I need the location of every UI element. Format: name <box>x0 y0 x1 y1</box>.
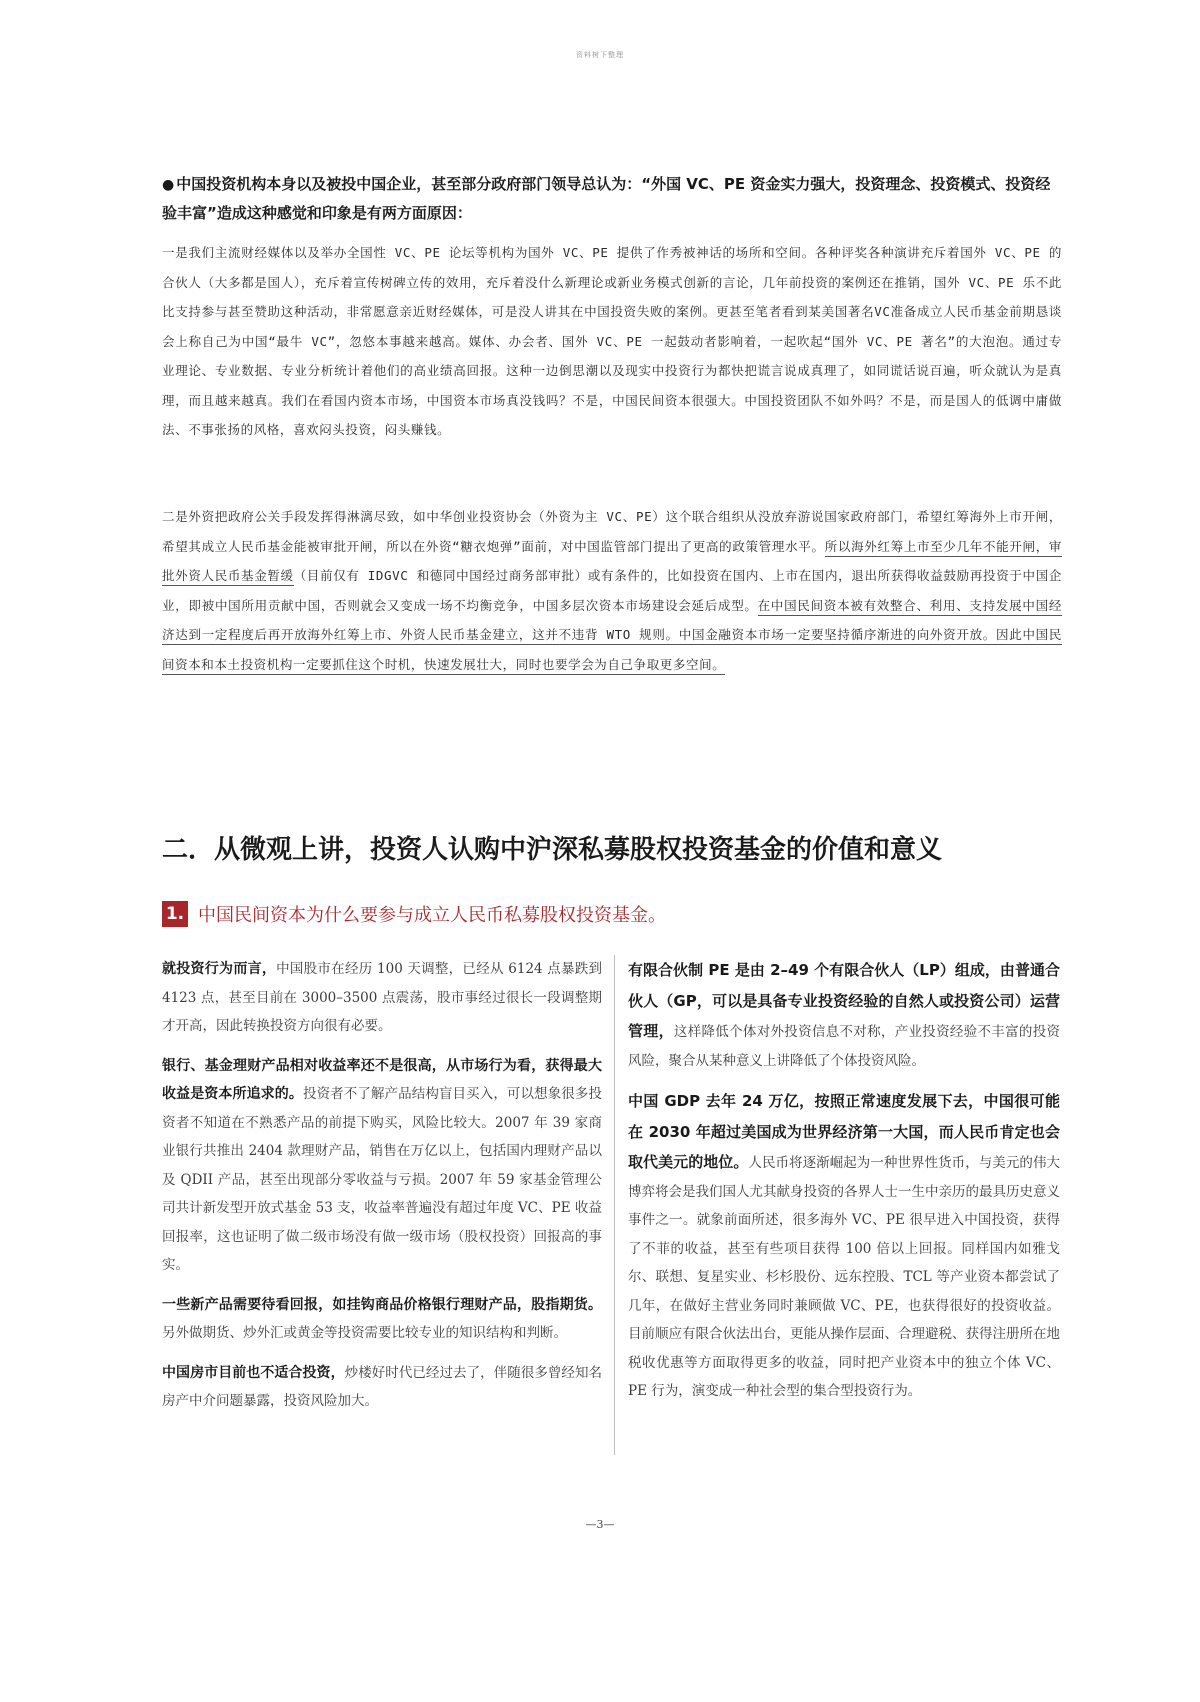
left-paragraph-lead: 就投资行为而言， <box>162 961 277 977</box>
subsection-number-badge: 1. <box>162 901 188 927</box>
left-paragraph <box>162 1052 602 1280</box>
right-column <box>628 955 1060 1417</box>
right-paragraph-body: 人民币将逐渐崛起为一种世界性货币，与美元的伟大博弈将会是我们国人尤其献身投资的各界人士一生中亲历的最具历史意义事件之一。就象前面所述，很多海外 VC、PE 很早进入中国投资，获得了不菲的收益，甚至有些项目获得 100 倍以上回报。同样国内如雅戈尔、联想、复星实业、杉杉股份、远东控股、TCL 等产业资本都尝试了几年，在做好主营业务同时兼顾做 VC、PE，也获得很好的投资收益。目前顺应有限合伙法出台，更能从操作层面、合理避税、获得注册所在地税收优惠等方面取得更多的收益，同时把产业资本中的独立个体 VC、PE 行为，演变成一种社会型的集合型投资行为。 <box>628 1155 1060 1399</box>
left-paragraph-lead: 中国房市目前也不适合投资， <box>162 1364 345 1381</box>
lead-statement <box>162 170 1062 227</box>
left-paragraph <box>162 1291 602 1348</box>
left-paragraph-lead: 银行、基金理财产品相对收益率还不是很高，从市场行为看，获得最大收益是资本所追求的。 <box>162 1057 602 1102</box>
page-number: —3— <box>585 1518 615 1531</box>
page-header: 资料树下整理 <box>576 51 624 59</box>
right-paragraph-body: 这样降低个体对外投资信息不对称，产业投资经验不丰富的投资风险，聚合从某种意义上讲降低了个体投资风险。 <box>628 1024 1060 1069</box>
right-paragraph <box>628 955 1060 1075</box>
section-title: 二．从微观上讲，投资人认购中沪深私募股权投资基金的价值和意义 <box>162 835 943 865</box>
paragraph-two-part-c: （目前仅有 IDGVC 和德同中国经过商务部审批）或有条件的，比如投资在国内、上市在国内，退出所获得收益鼓励再投资于中国企业，即被中国所用贡献中国，否则就会又变成一场不均衡竞争，中国多层次资本市场建设会延后成型。 <box>162 568 1062 613</box>
left-paragraph <box>162 1359 602 1416</box>
subsection-heading <box>162 900 666 928</box>
left-column <box>162 955 602 1427</box>
right-paragraph <box>628 1086 1060 1406</box>
left-paragraph-body: 投资者不了解产品结构盲目买入，可以想象很多投资者不知道在不熟悉产品的前提下购买，风险比较大。2007 年 39 家商业银行共推出 2404 款理财产品，销售在万亿以上，包括国内理财产品以及 QDII 产品，甚至出现部分零收益与亏损。2007 年 59 家基金管理公司共计新发型开放式基金 53 支，收益率普遍没有超过年度 VC、PE 收益回报率，这也证明了做二级市场没有做一级市场（股权投资）回报高的事实。 <box>162 1086 603 1273</box>
paragraph-two-part-a: 二是外资把政府公关手段发挥得淋漓尽致，如中华创业投资协会（外资为主 VC、PE）这个联合组织从没放弃游说国家政府部门，希望红筹海外上市开闸，希望其成立人民币基金能被审批开闸，所以在外资“糖衣炮弹”面前，对中国监管部门提出了更高的政策管理水平。 <box>162 509 1062 554</box>
left-paragraph <box>162 955 602 1041</box>
subsection-title: 中国民间资本为什么要参与成立人民币私募股权投资基金。 <box>198 905 666 926</box>
lead-text: 中国投资机构本身以及被投中国企业，甚至部分政府部门领导总认为：“外国 VC、PE 资金实力强大，投资理念、投资模式、投资经验丰富”造成这种感觉和印象是有两方面原因： <box>162 175 1051 222</box>
right-paragraph-lead: 有限合伙制 PE 是由 2–49 个有限合伙人（LP）组成，由普通合伙人（GP，可以是具备专业投资经验的自然人或投资公司）运营管理， <box>628 961 1060 1040</box>
paragraph-two-underlined-b: 所以海外红筹上市至少几年不能开闸，审批外资人民币基金暂缓 <box>162 539 1062 587</box>
paragraph-reason-two <box>162 502 1062 679</box>
left-paragraph-body: 中国股市在经历 100 天调整，已经从 6124 点暴跌到 4123 点，甚至目前在 3000–3500 点震荡，股市事经过很长一段调整期才开高，因此转换投资方向很有必要。 <box>162 961 602 1034</box>
left-paragraph-body: 另外做期货、炒外汇或黄金等投资需要比较专业的知识结构和判断。 <box>162 1325 567 1341</box>
left-paragraph-lead: 一些新产品需要待看回报，如挂钩商品价格银行理财产品，股指期货。 <box>162 1296 602 1313</box>
paragraph-two-underlined-d: 在中国民间资本被有效整合、利用、支持发展中国经济达到一定程度后再开放海外红筹上市、外资人民币基金建立，这并不违背 WTO 规则。中国金融资本市场一定要坚持循序渐进的向外资开放。因此中国民间资本和本土投资机构一定要抓住这个时机，快速发展壮大，同时也要学会为自己争取更多空间。 <box>162 598 1062 675</box>
column-divider <box>614 955 615 1455</box>
bullet-icon: ● <box>162 177 175 193</box>
left-paragraph-body: 炒楼好时代已经过去了，伴随很多曾经知名房产中介问题暴露，投资风险加大。 <box>162 1364 603 1409</box>
right-paragraph-lead: 中国 GDP 去年 24 万亿，按照正常速度发展下去，中国很可能在 2030 年超过美国成为世界经济第一大国，而人民币肯定也会取代美元的地位。 <box>628 1092 1060 1171</box>
paragraph-reason-one: 一是我们主流财经媒体以及举办全国性 VC、PE 论坛等机构为国外 VC、PE 提供了作秀被神话的场所和空间。各种评奖各种演讲充斥着国外 VC、PE 的合伙人（大多都是国人），充斥着宣传树碑立传的效用，充斥着没什么新理论或新业务模式创新的言论，几年前投资的案例还在推销，国外 VC、PE 乐不此比支持参与甚至赞助这种活动，非常愿意亲近财经媒体，可是没人讲其在中国投资失败的案例。更甚至笔者看到某美国著名VC准备成立人民币基金前期恳谈会上称自己为中国“最牛 VC”，忽悠本事越来越高。媒体、办会者、国外 VC、PE 一起鼓动者影响着，一起吹起“国外 VC、PE 著名”的大泡泡。通过专业理论、专业数据、专业分析统计着他们的高业绩高回报。这种一边倒思潮以及现实中投资行为都快把谎言说成真理了，如同谎话说百遍，听众就认为是真理，而且越来越真。我们在看国内资本市场，中国资本市场真没钱吗？不是，中国民间资本很强大。中国投资团队不如外吗？不是，而是国人的低调中庸做法、不事张扬的风格，喜欢闷头投资，闷头赚钱。 <box>162 245 1062 437</box>
